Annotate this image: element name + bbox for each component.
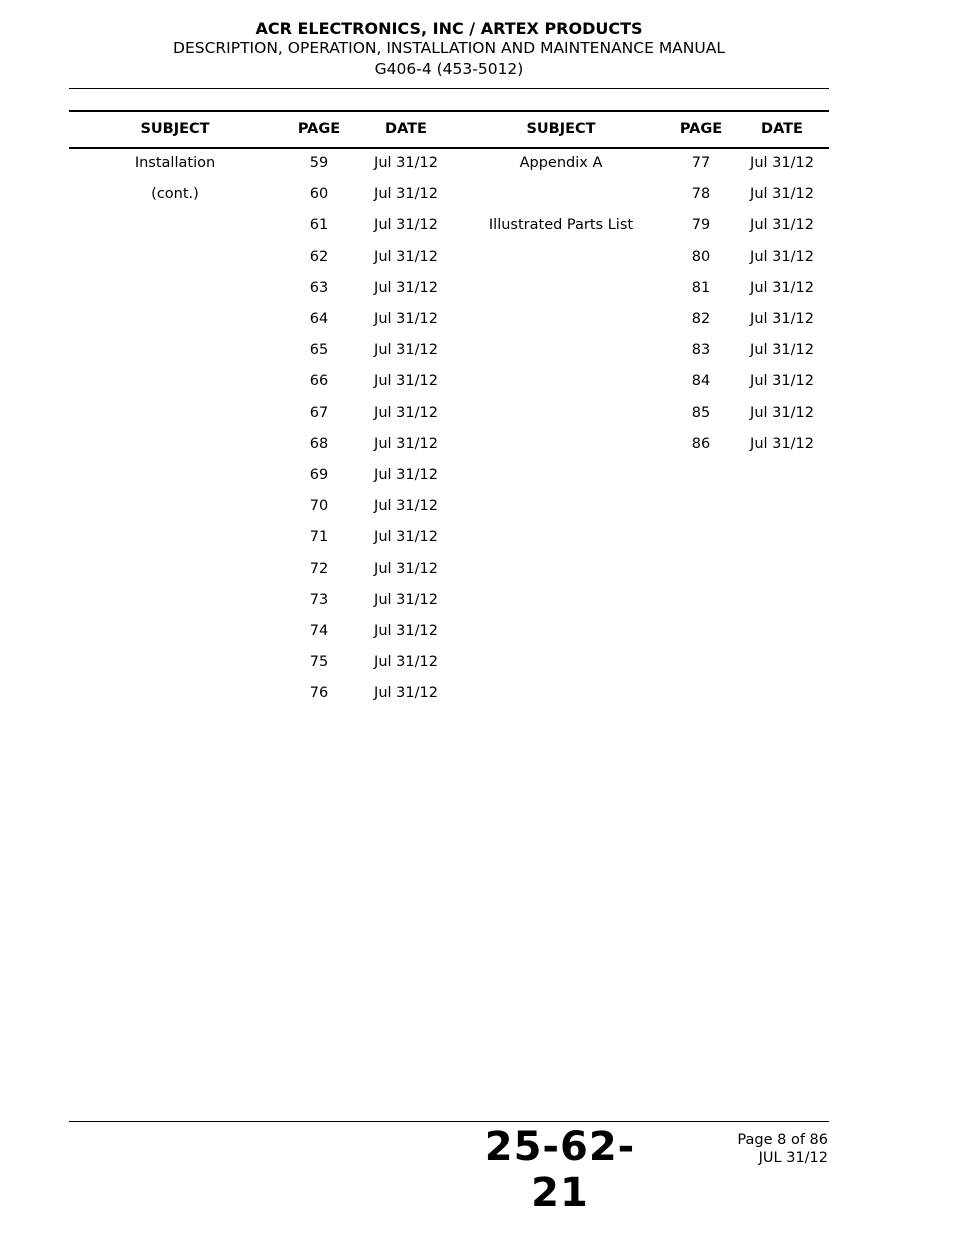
cell-page: 69 <box>309 467 329 483</box>
cell-page: 71 <box>309 529 329 545</box>
cell-subject: (cont.) <box>151 186 199 202</box>
cell-date: Jul 31/12 <box>374 561 438 577</box>
revision-date: JUL 31/12 <box>758 1150 828 1166</box>
cell-date: Jul 31/12 <box>374 654 438 670</box>
cell-date: Jul 31/12 <box>374 373 438 389</box>
cell-page: 82 <box>691 311 711 327</box>
cell-page: 72 <box>309 561 329 577</box>
cell-page: 85 <box>691 405 711 421</box>
cell-page: 81 <box>691 280 711 296</box>
cell-page: 60 <box>309 186 329 202</box>
cell-date: Jul 31/12 <box>374 217 438 233</box>
cell-page: 61 <box>309 217 329 233</box>
cell-date: Jul 31/12 <box>750 249 814 265</box>
cell-page: 65 <box>309 342 329 358</box>
cell-date: Jul 31/12 <box>374 405 438 421</box>
cell-page: 86 <box>691 436 711 452</box>
cell-date: Jul 31/12 <box>374 592 438 608</box>
cell-date: Jul 31/12 <box>750 342 814 358</box>
cell-page: 74 <box>309 623 329 639</box>
cell-page: 62 <box>309 249 329 265</box>
cell-page: 84 <box>691 373 711 389</box>
cell-date: Jul 31/12 <box>374 467 438 483</box>
cell-date: Jul 31/12 <box>750 155 814 171</box>
column-header-page: PAGE <box>297 121 341 137</box>
cell-page: 73 <box>309 592 329 608</box>
table-top-rule <box>69 110 829 112</box>
cell-date: Jul 31/12 <box>374 342 438 358</box>
cell-date: Jul 31/12 <box>374 685 438 701</box>
cell-date: Jul 31/12 <box>750 405 814 421</box>
cell-date: Jul 31/12 <box>374 436 438 452</box>
cell-date: Jul 31/12 <box>374 623 438 639</box>
cell-page: 80 <box>691 249 711 265</box>
cell-page: 78 <box>691 186 711 202</box>
cell-subject: Illustrated Parts List <box>488 217 634 233</box>
cell-date: Jul 31/12 <box>374 249 438 265</box>
cell-date: Jul 31/12 <box>374 280 438 296</box>
cell-date: Jul 31/12 <box>750 436 814 452</box>
cell-page: 77 <box>691 155 711 171</box>
cell-page: 76 <box>309 685 329 701</box>
cell-date: Jul 31/12 <box>750 373 814 389</box>
page-number: Page 8 of 86 <box>737 1132 828 1148</box>
cell-date: Jul 31/12 <box>750 280 814 296</box>
cell-date: Jul 31/12 <box>374 311 438 327</box>
cell-page: 79 <box>691 217 711 233</box>
company-name: ACR ELECTRONICS, INC / ARTEX PRODUCTS <box>255 19 643 38</box>
column-header-date: DATE <box>761 121 803 137</box>
cell-page: 70 <box>309 498 329 514</box>
cell-date: Jul 31/12 <box>374 498 438 514</box>
cell-date: Jul 31/12 <box>374 529 438 545</box>
cell-page: 59 <box>309 155 329 171</box>
cell-date: Jul 31/12 <box>374 186 438 202</box>
cell-date: Jul 31/12 <box>750 217 814 233</box>
column-header-subject: SUBJECT <box>140 121 210 137</box>
column-header-subject: SUBJECT <box>526 121 596 137</box>
cell-page: 66 <box>309 373 329 389</box>
cell-date: Jul 31/12 <box>750 311 814 327</box>
column-header-page: PAGE <box>679 121 723 137</box>
model-number: G406-4 (453-5012) <box>374 60 524 78</box>
cell-date: Jul 31/12 <box>750 186 814 202</box>
cell-page: 83 <box>691 342 711 358</box>
cell-page: 64 <box>309 311 329 327</box>
cell-date: Jul 31/12 <box>374 155 438 171</box>
header-divider <box>69 88 829 89</box>
manual-title: DESCRIPTION, OPERATION, INSTALLATION AND MAINTENANCE MANUAL <box>173 39 725 57</box>
cell-page: 68 <box>309 436 329 452</box>
cell-page: 63 <box>309 280 329 296</box>
cell-page: 67 <box>309 405 329 421</box>
cell-page: 75 <box>309 654 329 670</box>
cell-subject: Installation <box>134 155 216 171</box>
footer-divider <box>69 1121 829 1122</box>
cell-subject: Appendix A <box>519 155 603 171</box>
column-header-date: DATE <box>385 121 427 137</box>
table-header-rule <box>69 147 829 149</box>
ata-chapter-number: 25-62-21 <box>484 1124 636 1216</box>
